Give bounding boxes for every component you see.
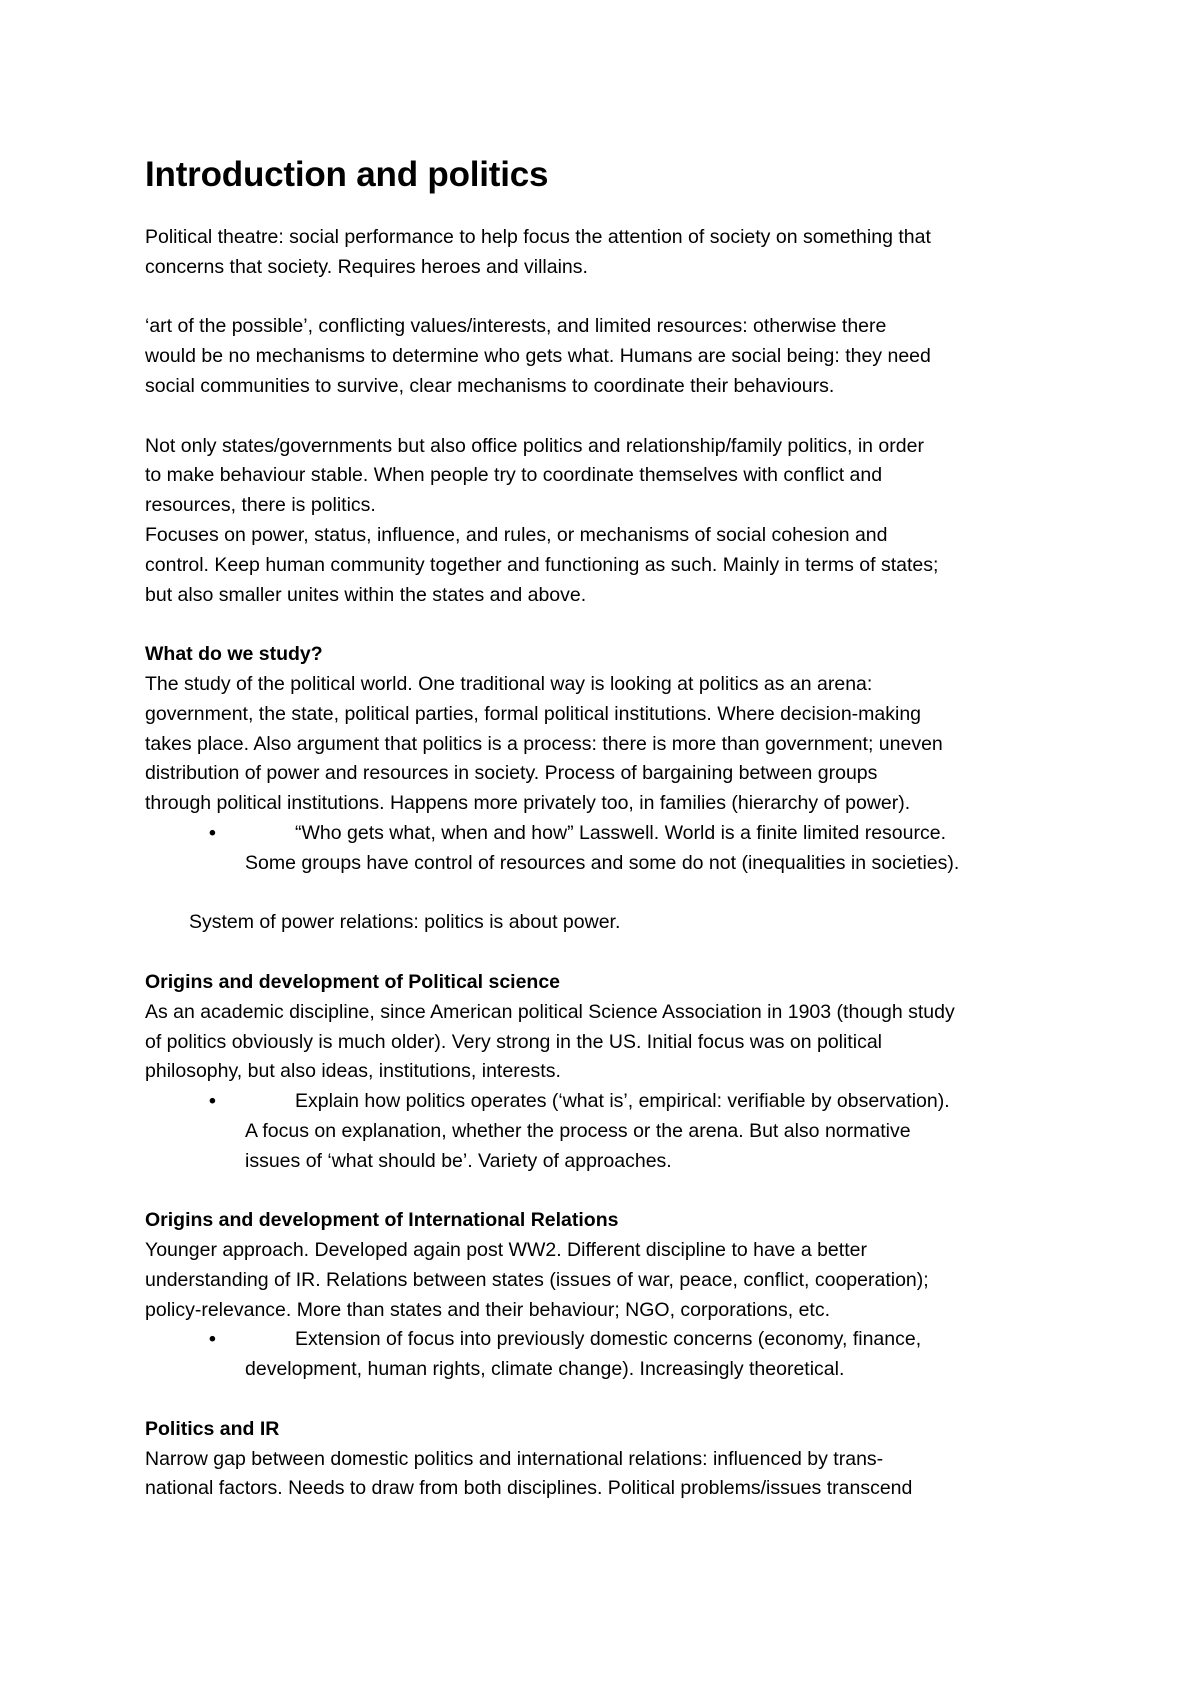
paragraph-not-only-states	[145, 432, 1080, 611]
paragraph-political-theatre	[145, 223, 1080, 283]
paragraph-spacer	[145, 283, 1080, 313]
section-heading: What do we study?	[145, 643, 323, 666]
text-line: resources, there is politics.	[145, 494, 376, 517]
text-line: distribution of power and resources in society. Process of bargaining between groups	[145, 762, 878, 785]
text-line: concerns that society. Requires heroes and villains.	[145, 255, 588, 278]
paragraph-spacer	[145, 402, 1080, 432]
section-origins-international-relations	[145, 1206, 1080, 1385]
section-origins-political-science	[145, 968, 1080, 1177]
document-body	[145, 223, 1080, 1504]
text-line: but also smaller unites within the states and above.	[145, 583, 587, 606]
section-what-do-we-study	[145, 640, 1080, 938]
indented-note: System of power relations: politics is about power.	[189, 911, 621, 934]
text-line: control. Keep human community together and functioning as such. Mainly in terms of states;	[145, 553, 939, 576]
paragraph-art-of-the-possible	[145, 312, 1080, 401]
text-line: As an academic discipline, since American political Science Association in 1903 (though study	[145, 1000, 955, 1023]
text-line: philosophy, but also ideas, institutions, interests.	[145, 1060, 561, 1083]
bullet-icon: •	[209, 821, 216, 844]
text-line: of politics obviously is much older). Very strong in the US. Initial focus was on political	[145, 1030, 883, 1053]
paragraph-spacer	[145, 938, 1080, 968]
text-line: The study of the political world. One traditional way is looking at politics as an arena:	[145, 672, 873, 695]
bullet-icon: •	[209, 1090, 216, 1113]
text-line: through political institutions. Happens more privately too, in families (hierarchy of power).	[145, 792, 911, 815]
section-heading: Origins and development of Political science	[145, 970, 561, 993]
bullet-icon: •	[209, 1328, 216, 1351]
text-line: social communities to survive, clear mechanisms to coordinate their behaviours.	[145, 374, 835, 397]
text-line: Political theatre: social performance to help focus the attention of society on something that	[145, 226, 931, 248]
bullet-text-line: Extension of focus into previously domestic concerns (economy, finance,	[295, 1328, 922, 1351]
bullet-text-line: “Who gets what, when and how” Lasswell. World is a finite limited resource.	[295, 821, 947, 844]
paragraph-spacer	[145, 1385, 1080, 1415]
section-heading: Politics and IR	[145, 1417, 280, 1440]
text-line: would be no mechanisms to determine who gets what. Humans are social being: they need	[145, 345, 931, 368]
bullet-item	[145, 1325, 1080, 1385]
section-politics-and-ir	[145, 1415, 1080, 1504]
text-line: to make behaviour stable. When people try to coordinate themselves with conflict and	[145, 464, 883, 487]
paragraph-spacer	[145, 610, 1080, 640]
bullet-item	[145, 819, 1080, 879]
document-title: Introduction and politics	[145, 155, 549, 194]
text-line: national factors. Needs to draw from both disciplines. Political problems/issues transcend	[145, 1477, 913, 1500]
text-line: understanding of IR. Relations between states (issues of war, peace, conflict, cooperation);	[145, 1268, 929, 1291]
paragraph-spacer	[145, 879, 1080, 909]
text-line: takes place. Also argument that politics is a process: there is more than government; uneven	[145, 732, 943, 755]
text-line: Younger approach. Developed again post WW2. Different discipline to have a better	[145, 1239, 867, 1262]
bullet-text-line: Explain how politics operates (‘what is’, empirical: verifiable by observation).	[295, 1090, 950, 1113]
text-line: policy-relevance. More than states and their behaviour; NGO, corporations, etc.	[145, 1298, 831, 1321]
bullet-text-line: development, human rights, climate change). Increasingly theoretical.	[245, 1358, 845, 1381]
section-heading: Origins and development of International Relations	[145, 1209, 619, 1232]
text-line: Narrow gap between domestic politics and international relations: influenced by trans-	[145, 1447, 884, 1470]
bullet-text-line: Some groups have control of resources and some do not (inequalities in societies).	[245, 851, 960, 874]
text-line: Not only states/governments but also office politics and relationship/family politics, in order	[145, 434, 924, 457]
bullet-item	[145, 1087, 1080, 1176]
bullet-text-line: A focus on explanation, whether the process or the arena. But also normative	[245, 1119, 911, 1142]
bullet-text-line: issues of ‘what should be’. Variety of approaches.	[245, 1149, 672, 1172]
paragraph-spacer	[145, 1177, 1080, 1207]
text-line: ‘art of the possible’, conflicting values/interests, and limited resources: otherwise there	[145, 315, 887, 338]
text-line: Focuses on power, status, influence, and rules, or mechanisms of social cohesion and	[145, 523, 888, 546]
text-line: government, the state, political parties, formal political institutions. Where decision-making	[145, 702, 922, 725]
